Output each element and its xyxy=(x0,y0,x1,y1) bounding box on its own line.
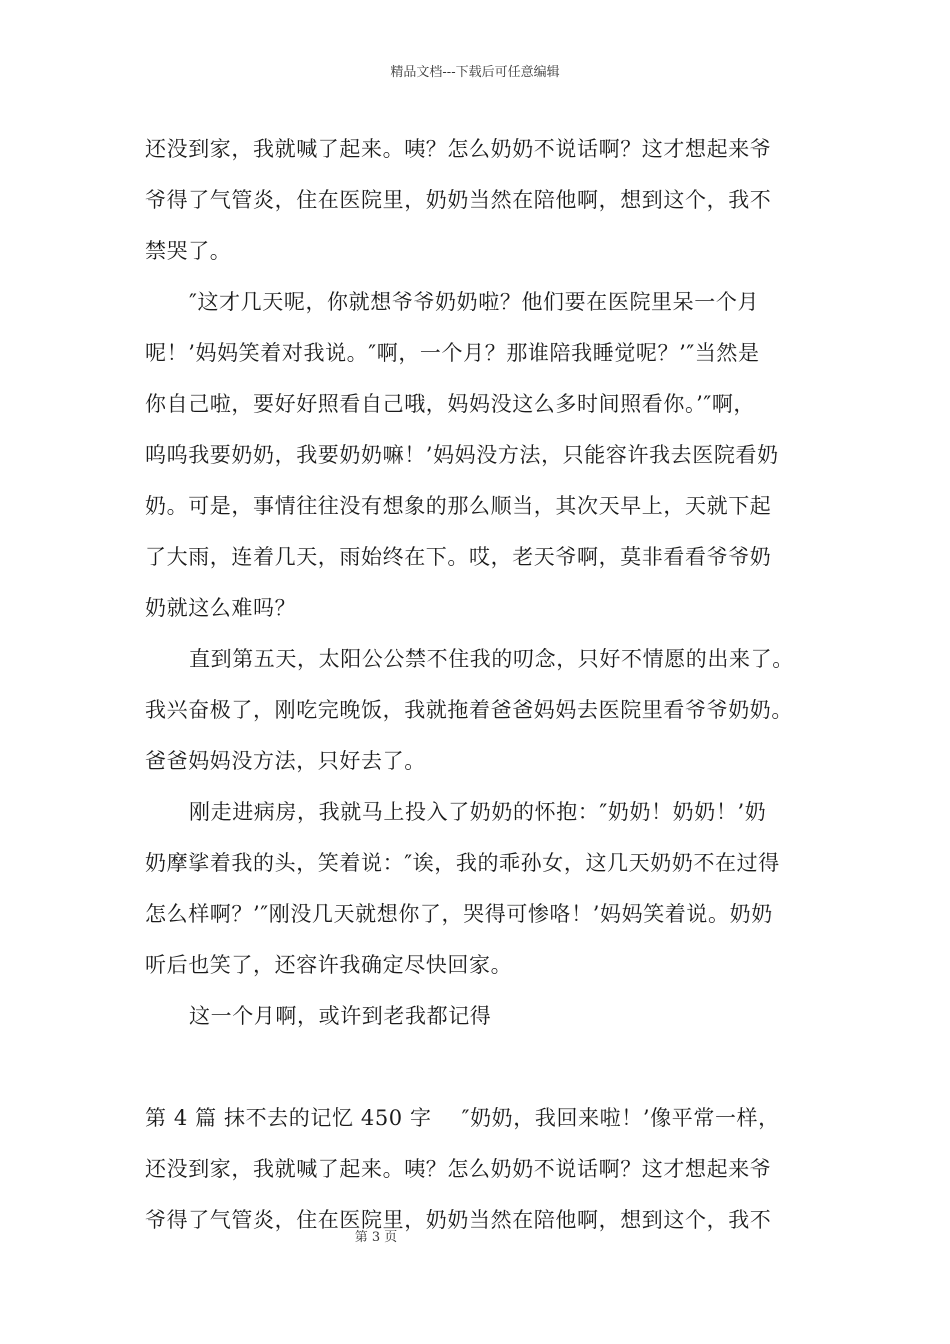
paragraph-line: 奶。可是，事情往往没有想象的那么顺当，其次天早上，天就下起 xyxy=(145,494,772,518)
paragraph-line: 呜呜我要奶奶，我要奶奶嘛！’妈妈没方法，只能容许我去医院看奶 xyxy=(145,443,779,467)
paragraph-line: 这一个月啊，或许到老我都记得 xyxy=(189,1004,492,1028)
paragraph-line: 奶就这么难吗？ xyxy=(145,596,297,620)
paragraph-line: 还没到家，我就喊了起来。咦？怎么奶奶不说话啊？这才想起来爷 xyxy=(145,137,772,161)
paragraph-line: 爸爸妈妈没方法，只好去了。 xyxy=(145,749,426,773)
paragraph-line: 我兴奋极了，刚吃完晚饭，我就拖着爸爸妈妈去医院里看爷爷奶奶。 xyxy=(145,698,793,722)
section-title: 第 4 篇 抹不去的记忆 450 字 xyxy=(145,1106,432,1130)
paragraph-line: ″这才几天呢，你就想爷爷奶奶啦？他们要在医院里呆一个月 xyxy=(189,290,760,314)
paragraph-line: 呢！’妈妈笑着对我说。″啊，一个月？那谁陪我睡觉呢？’″当然是 xyxy=(145,341,760,365)
paragraph-line: 爷得了气管炎，住在医院里，奶奶当然在陪他啊，想到这个，我不 xyxy=(145,188,772,212)
page-number: 第 3 页 xyxy=(354,1230,398,1245)
document-body xyxy=(145,124,845,1246)
paragraph-line: 听后也笑了，还容许我确定尽快回家。 xyxy=(145,953,513,977)
page-header: 精品文档---下载后可任意编辑 xyxy=(390,65,560,80)
paragraph-line: 奶摩挲着我的头，笑着说：″诶，我的乖孙女，这几天奶奶不在过得 xyxy=(145,851,780,875)
blank-line xyxy=(145,1042,845,1093)
section-heading-line xyxy=(145,1093,845,1144)
paragraph-line: 直到第五天，太阳公公禁不住我的叨念，只好不情愿的出来了。 xyxy=(189,647,794,671)
paragraph-line: 你自己啦，要好好照看自己哦，妈妈没这么多时间照看你。’″啊， xyxy=(145,392,756,416)
paragraph-line: 爷得了气管炎，住在医院里，奶奶当然在陪他啊，想到这个，我不 xyxy=(145,1208,772,1232)
paragraph-line: 怎么样啊？’″刚没几天就想你了，哭得可惨咯！’妈妈笑着说。奶奶 xyxy=(145,902,773,926)
paragraph-line: 禁哭了。 xyxy=(145,239,232,263)
section-continuation: ″奶奶，我回来啦！’像平常一样， xyxy=(461,1106,780,1130)
paragraph-line: 刚走进病房，我就马上投入了奶奶的怀抱：″奶奶！奶奶！’奶 xyxy=(189,800,767,824)
paragraph-line: 了大雨，连着几天，雨始终在下。哎，老天爷啊，莫非看看爷爷奶 xyxy=(145,545,772,569)
paragraph-line: 还没到家，我就喊了起来。咦？怎么奶奶不说话啊？这才想起来爷 xyxy=(145,1157,772,1181)
